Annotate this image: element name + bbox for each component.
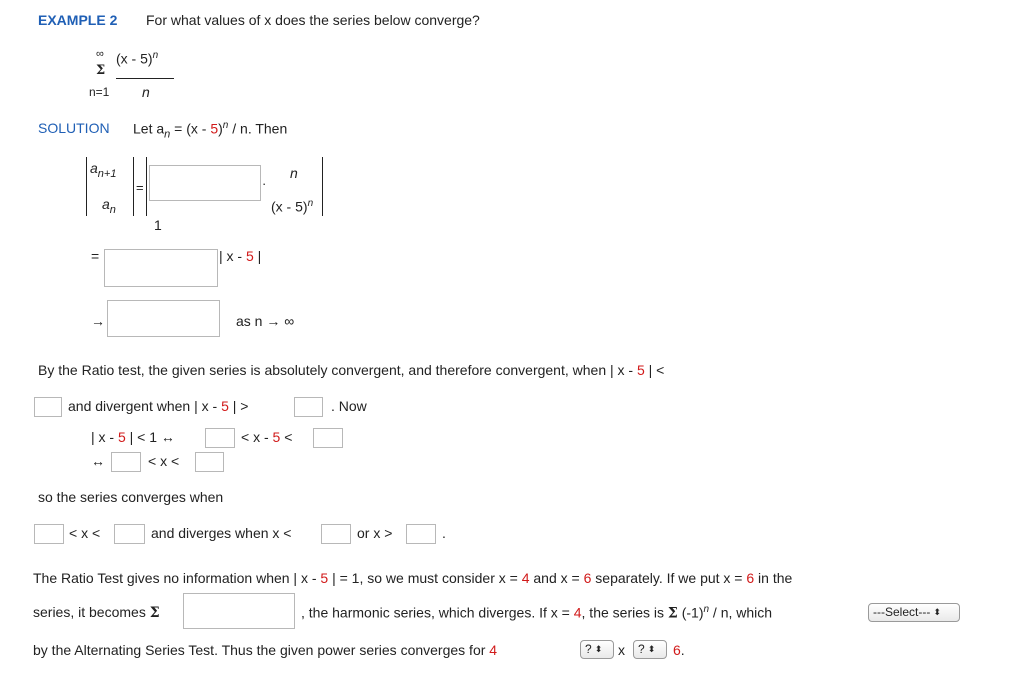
ratio-bottom: $a_n$	[102, 196, 116, 216]
ratio-answer-input[interactable]	[149, 165, 261, 201]
limit-text: as n → ∞	[236, 313, 295, 329]
final-six: 6.	[673, 642, 685, 658]
select-updown-icon: ⬍	[647, 644, 656, 655]
ineq1-input-right[interactable]	[313, 428, 343, 448]
ineq2-mid: < x <	[148, 453, 180, 469]
alternating-test-select[interactable]: ---Select--- ⬍	[868, 603, 960, 622]
solution-label: SOLUTION	[38, 120, 110, 136]
ineq1-mid: < x - 5 <	[241, 429, 293, 445]
radius-input-2[interactable]	[294, 397, 323, 417]
example-label: EXAMPLE 2	[38, 12, 118, 28]
abs-bar-mid-left	[133, 157, 134, 216]
converge-upper-input[interactable]	[114, 524, 145, 544]
now-text: . Now	[331, 398, 367, 414]
ineq2-arrow: ↔	[91, 453, 105, 469]
ineq1-input-left[interactable]	[205, 428, 235, 448]
ineq1-left: | x - 5 | < 1 ↔	[91, 429, 175, 445]
abs-bar-left	[86, 157, 87, 216]
sigma-lower: n=1	[89, 85, 110, 99]
limit-input[interactable]	[107, 300, 220, 337]
harmonic-series-input[interactable]	[183, 593, 295, 629]
converges-label: so the series converges when	[38, 489, 224, 505]
inequality-select-2[interactable]: ? ⬍	[633, 640, 667, 659]
ratio-right-denominator: (x - 5)$^n$	[271, 198, 314, 215]
converge-mid: < x <	[69, 525, 101, 541]
ratio-test-line1: By the Ratio test, the given series is absolutely convergent, and therefore convergent, when | x - 5 | <	[38, 362, 665, 378]
final-line2-pre: series, it becomes Σ	[33, 604, 160, 621]
sigma-symbol: Σ	[96, 63, 106, 78]
solution-text: Let $a_n = (x - 5)^n / n$. Then	[133, 120, 288, 141]
series-numerator: (x - 5)$^n$	[116, 50, 159, 67]
series-fraction-line	[116, 78, 174, 79]
abs-bar-right	[322, 157, 323, 216]
ratio-dot: ·	[262, 176, 267, 191]
series-denominator: n	[142, 84, 150, 100]
select-updown-icon: ⬍	[594, 644, 603, 655]
converges-period: .	[442, 525, 446, 541]
abs-bar-mid-right	[146, 157, 147, 216]
ratio-test-line2: and divergent when | x - 5 | >	[68, 398, 249, 414]
question-text: For what values of x does the series below converge?	[146, 12, 480, 28]
row2-equals: =	[91, 248, 100, 264]
sigma-upper: ∞	[96, 48, 104, 60]
radius-input-1[interactable]	[34, 397, 62, 417]
ratio-right-numerator: n	[290, 165, 298, 181]
row2-abs-expression: | x - 5 |	[219, 248, 262, 264]
diverge-upper-input[interactable]	[406, 524, 436, 544]
ratio-one: 1	[154, 217, 162, 233]
ratio-top: $a_{n+1}$	[90, 160, 117, 180]
ineq2-input-left[interactable]	[111, 452, 141, 472]
diverge-lower-input[interactable]	[321, 524, 351, 544]
limit-arrow: →	[91, 313, 105, 329]
inequality-select-1[interactable]: ? ⬍	[580, 640, 614, 659]
final-line1: The Ratio Test gives no information when | x - 5 | = 1, so we must consider x = 4 and x = 6 separately. If we put x = 6 in the	[33, 570, 793, 586]
diverges-text: and diverges when x <	[151, 525, 292, 541]
final-x: x	[618, 642, 625, 658]
converge-lower-input[interactable]	[34, 524, 64, 544]
row2-input[interactable]	[104, 249, 218, 287]
final-line3: by the Alternating Series Test. Thus the given power series converges for 4	[33, 642, 498, 658]
or-text: or x >	[357, 525, 393, 541]
select-updown-icon: ⬍	[933, 607, 941, 618]
final-line2-post: , the harmonic series, which diverges. If x = 4, the series is Σ $(-1)^n$ / n, which	[301, 604, 773, 622]
ineq2-input-right[interactable]	[195, 452, 224, 472]
ratio-equals: =	[136, 180, 144, 195]
